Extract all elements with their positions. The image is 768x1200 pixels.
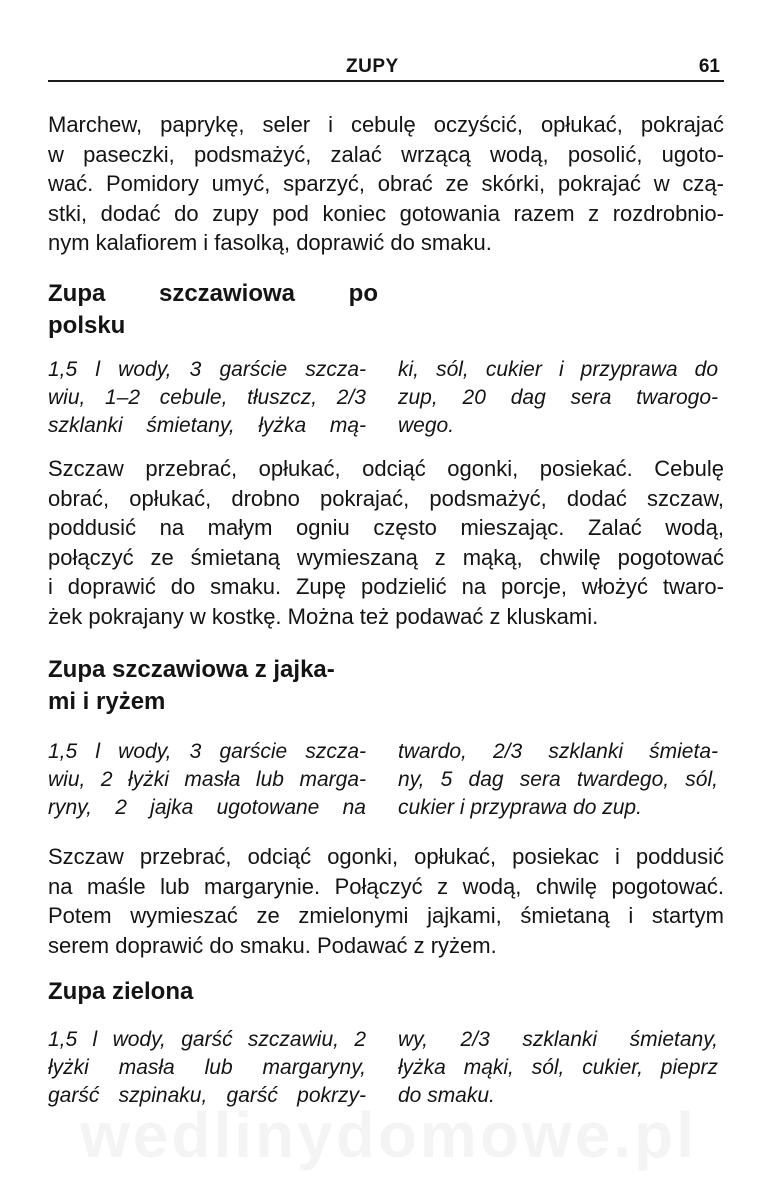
watermark (80, 1098, 680, 1168)
ingredient-line: łyżka mąki, sól, cukier, pieprz (398, 1056, 718, 1079)
ingredients-column-left (48, 356, 366, 440)
title-line: polsku (48, 312, 126, 339)
text-line: serem doprawić do smaku. Podawać z ryżem. (48, 932, 497, 958)
ingredient-line: łyżki masła lub margaryny, (48, 1056, 366, 1079)
text-line: połączyć ze śmietaną wymieszaną z mąką, chwilę pogotować (48, 544, 724, 570)
text-line: poddusić na małym ogniu często mieszając. Zalać wodą, (48, 515, 724, 540)
title-line: mi i ryżem (48, 688, 166, 715)
ingredient-line: 1,5 l wody, 3 garście szcza- (48, 740, 366, 763)
text-line: obrać, opłukać, drobno pokrajać, podsmażyć, dodać szczaw, (48, 485, 724, 511)
text-line: i doprawić do smaku. Zupę podzielić na porcje, włożyć twaro- (48, 574, 724, 599)
method-paragraph (48, 842, 724, 960)
text-line: nym kalafiorem i fasolką, doprawić do smaku. (48, 230, 492, 255)
ingredient-line: twardo, 2/3 szklanki śmieta- (398, 740, 718, 763)
text-line: Szczaw przebrać, opłukać, odciąć ogonki, posiekać. Cebulę (48, 456, 724, 481)
ingredient-line: wiu, 2 łyżki masła lub marga- (48, 768, 366, 791)
text-line: na maśle lub margarynie. Połączyć z wodą, chwilę pogotować. (48, 873, 724, 899)
ingredient-line: cukier i przyprawa do zup. (398, 796, 642, 819)
ingredient-line: zup, 20 dag sera twarogo- (398, 386, 718, 409)
chapter-title: ZUPY (346, 56, 399, 77)
ingredients-column-right (398, 356, 718, 440)
intro-paragraph (48, 110, 724, 258)
page-number: 61 (698, 56, 720, 77)
ingredients-column-left (48, 738, 366, 822)
ingredient-line: wego. (398, 414, 455, 437)
title-line: Zupa szczawiowa z jajka- (48, 656, 335, 683)
text-line: wać. Pomidory umyć, sparzyć, obrać ze skórki, pokrajać w czą- (48, 171, 724, 196)
method-paragraph (48, 454, 724, 631)
book-page (48, 0, 724, 1200)
ingredients-column-right (398, 738, 718, 822)
ingredient-line: do smaku. (398, 1084, 495, 1107)
recipe-title (48, 278, 378, 342)
ingredient-line: wy, 2/3 szklanki śmietany, (398, 1028, 718, 1051)
ingredient-line: szklanki śmietany, łyżka mą- (48, 414, 366, 437)
ingredient-line: 1,5 l wody, garść szczawiu, 2 (48, 1028, 366, 1051)
text-line: Marchew, paprykę, seler i cebulę oczyścić, opłukać, pokrajać (48, 112, 724, 137)
ingredient-line: ki, sól, cukier i przyprawa do (398, 358, 718, 381)
title-line: Zupa szczawiowa po (48, 280, 378, 307)
text-line: stki, dodać do zupy pod koniec gotowania razem z rozdrobnio- (48, 200, 724, 226)
title-line: Zupa zielona (48, 978, 194, 1005)
ingredient-line: garść szpinaku, garść pokrzy- (48, 1084, 366, 1107)
text-line: żek pokrajany w kostkę. Można też podawać z kluskami. (48, 603, 599, 629)
text-line: Potem wymieszać ze zmielonymi jajkami, śmietaną i startym (48, 903, 724, 928)
ingredient-line: ny, 5 dag sera twardego, sól, (398, 768, 718, 791)
recipe-title (48, 976, 378, 1008)
running-header (48, 54, 724, 82)
text-line: w paseczki, podsmażyć, zalać wrzącą wodą, posolić, ugoto- (48, 141, 724, 167)
text-line: Szczaw przebrać, odciąć ogonki, opłukać, posiekac i poddusić (48, 844, 724, 869)
recipe-title (48, 654, 378, 718)
ingredient-line: 1,5 l wody, 3 garście szcza- (48, 358, 366, 381)
ingredient-line: wiu, 1–2 cebule, tłuszcz, 2/3 (48, 386, 366, 409)
ingredient-line: ryny, 2 jajka ugotowane na (48, 796, 366, 819)
